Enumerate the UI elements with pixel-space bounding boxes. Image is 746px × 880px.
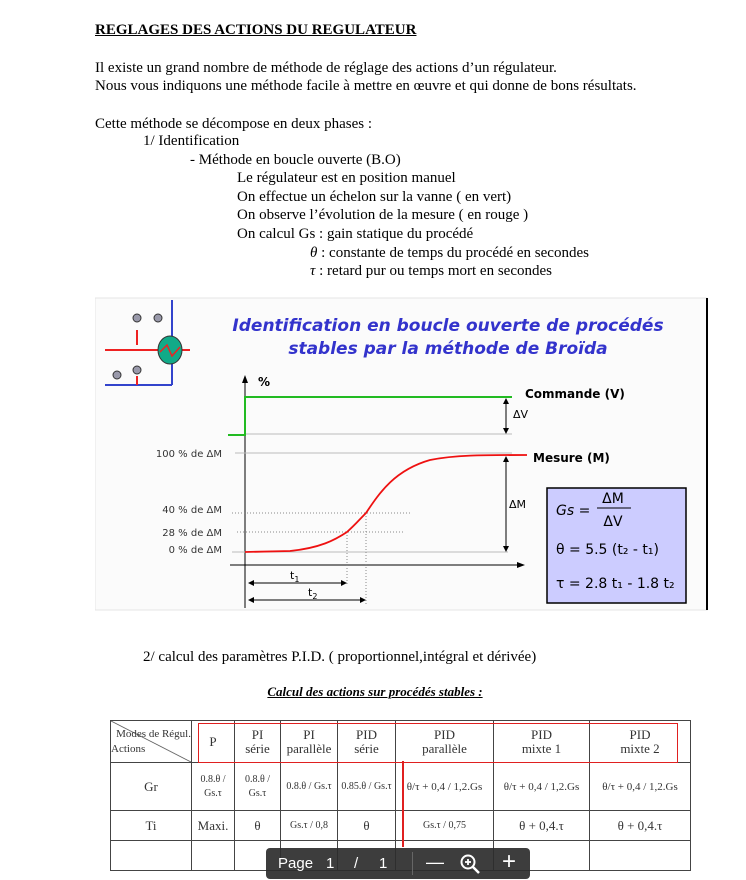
header-p: P bbox=[192, 721, 235, 763]
page-label: Page bbox=[278, 855, 314, 872]
phase-2-heading: 2/ calcul des paramètres P.I.D. ( proportionnel,intégral et dérivée) bbox=[143, 649, 537, 665]
delta-v-label: ΔV bbox=[513, 408, 529, 421]
mesure-label: Mesure (M) bbox=[533, 451, 610, 465]
gs-denominator: ΔV bbox=[603, 514, 623, 530]
table-caption: Calcul des actions sur procédés stables : bbox=[267, 684, 483, 699]
gs-numerator: ΔM bbox=[602, 491, 624, 507]
header-pi-serie: PI série bbox=[235, 721, 281, 763]
step-2: On effectue un échelon sur la vanne ( en vert) bbox=[237, 189, 512, 205]
tau-definition: τ : retard pur ou temps mort en secondes bbox=[310, 263, 552, 279]
figure-title-line-1: Identification en boucle ouverte de procédés bbox=[232, 316, 664, 336]
t2-label: $t_2$ bbox=[308, 586, 318, 601]
header-pid-parallele: PID parallèle bbox=[396, 721, 494, 763]
level-100: 100 % de ΔM bbox=[155, 449, 222, 460]
zoom-fit-icon[interactable] bbox=[459, 853, 481, 875]
corner-cell: Modes de Régul. Actions bbox=[111, 721, 192, 763]
level-28: 28 % de ΔM bbox=[162, 528, 222, 539]
page-separator: / bbox=[354, 855, 359, 872]
zoom-out-button[interactable]: — bbox=[426, 852, 444, 872]
header-highlight-rectangle bbox=[198, 723, 678, 763]
zoom-in-button[interactable]: + bbox=[502, 848, 517, 875]
phases-intro: Cette méthode se décompose en deux phases : bbox=[95, 116, 373, 132]
method-heading: - Méthode en boucle ouverte (B.O) bbox=[190, 152, 401, 168]
broida-identification-figure bbox=[95, 295, 715, 615]
highlight-pointer-line bbox=[402, 761, 404, 847]
t1-label: $t_1$ bbox=[290, 569, 300, 584]
theta-formula: θ = 5.5 (t₂ - t₁) bbox=[556, 542, 659, 558]
phase-1-heading: 1/ Identification bbox=[143, 133, 240, 149]
table-row-ti: Ti Maxi. θ Gs.τ / 0,8 θ Gs.τ / 0,75 θ + 0,4.τ θ + 0,4.τ bbox=[111, 811, 691, 841]
gs-formula-label: Gs = bbox=[556, 503, 591, 519]
theta-definition: θ : constante de temps du procédé en secondes bbox=[310, 245, 589, 261]
commande-label: Commande (V) bbox=[525, 387, 625, 401]
header-pi-parallele: PI parallèle bbox=[281, 721, 338, 763]
formula-box bbox=[547, 488, 686, 603]
figure-title-line-2: stables par la méthode de Broïda bbox=[288, 339, 608, 359]
header-pid-mixte-1: PID mixte 1 bbox=[494, 721, 590, 763]
header-pid-serie: PID série bbox=[338, 721, 396, 763]
tau-formula: τ = 2.8 t₁ - 1.8 t₂ bbox=[556, 576, 675, 592]
header-pid-mixte-2: PID mixte 2 bbox=[590, 721, 691, 763]
step-3: On observe l’évolution de la mesure ( en rouge ) bbox=[237, 207, 529, 223]
y-unit-label: % bbox=[258, 375, 271, 389]
level-0: 0 % de ΔM bbox=[168, 545, 222, 556]
pdf-viewer-toolbar bbox=[266, 848, 530, 879]
intro-line-2: Nous vous indiquons une méthode facile à mettre en œuvre et qui donne de bons résultats. bbox=[95, 78, 637, 94]
intro-line-1: Il existe un grand nombre de méthode de réglage des actions d’un régulateur. bbox=[95, 60, 557, 76]
total-pages: 1 bbox=[379, 855, 388, 872]
document-title: REGLAGES DES ACTIONS DU REGULATEUR bbox=[95, 22, 417, 38]
current-page-input[interactable]: 1 bbox=[326, 855, 335, 872]
step-4: On calcul Gs : gain statique du procédé bbox=[237, 226, 474, 242]
table-row-gr: Gr 0.8.θ / Gs.τ 0.8.θ / Gs.τ 0.8.θ / Gs.τ 0.85.θ / Gs.τ θ/τ + 0,4 / 1,2.Gs θ/τ + 0,4 / 1,2.Gs θ/τ + 0,4 / 1,2.Gs bbox=[111, 763, 691, 811]
toolbar-divider bbox=[412, 852, 413, 875]
level-40: 40 % de ΔM bbox=[162, 505, 222, 516]
step-1: Le régulateur est en position manuel bbox=[237, 170, 456, 186]
delta-m-label: ΔM bbox=[509, 498, 527, 511]
